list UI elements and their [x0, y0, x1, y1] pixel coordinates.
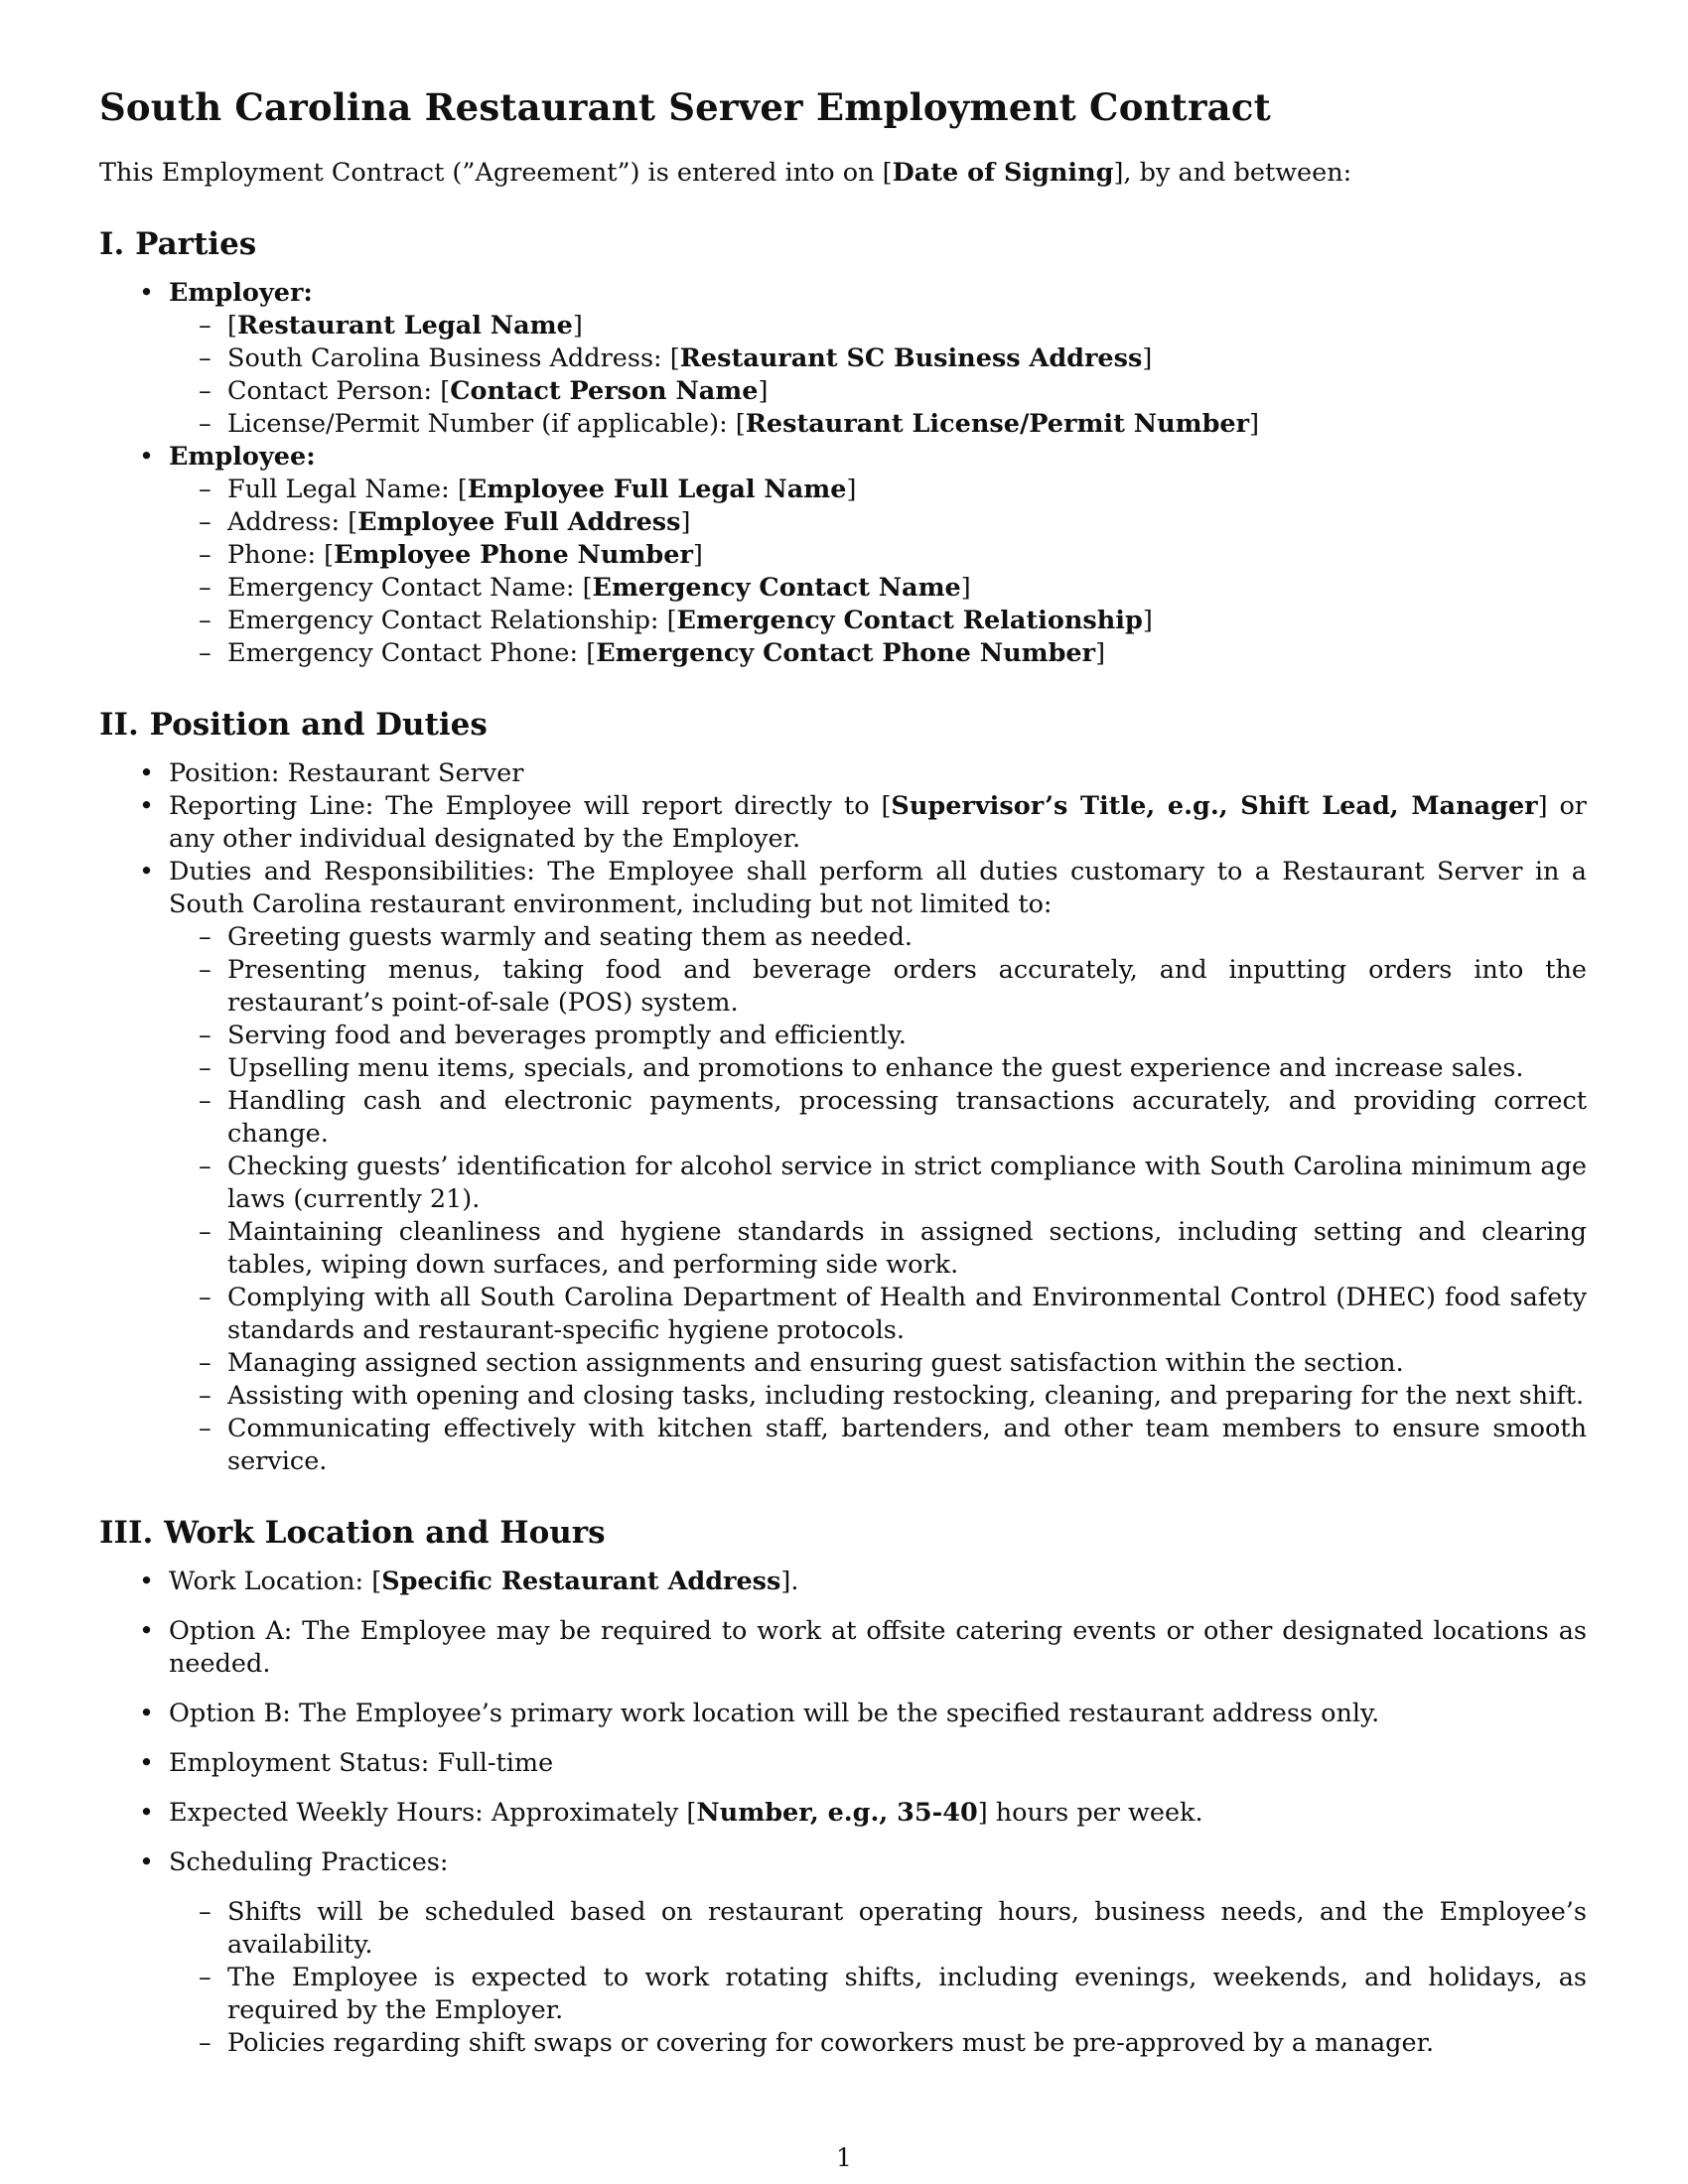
restaurant-legal-name-placeholder: Restaurant Legal Name [236, 311, 573, 341]
employee-phone-placeholder: Employee Phone Number [334, 540, 693, 570]
field-label: Contact Person: [227, 376, 441, 406]
employer-item [99, 277, 1587, 441]
position-section [99, 706, 1587, 1478]
weekly-hours-item [99, 1797, 1587, 1830]
duties-list [169, 921, 1587, 1478]
list-item: – Greeting guests warmly and seating them as needed. [99, 921, 1587, 954]
list-item: – Maintaining cleanliness and hygiene standards in assigned sections, including setting and clearing tables, wiping down surfaces, and performing side work. [99, 1216, 1587, 1282]
field-label: Emergency Contact Name: [227, 573, 583, 603]
list-item: – Emergency Contact Phone: [Emergency Contact Phone Number] [99, 637, 1587, 670]
position-item: • Position: Restaurant Server [99, 757, 1587, 790]
reporting-text-end: ] or any other individual designated by the Employer. [169, 791, 1588, 854]
list-item: – Address: [Employee Full Address] [99, 506, 1587, 539]
work-location-item [99, 1566, 1587, 1598]
contract-page [99, 85, 1587, 2096]
employer-label: Employer: [169, 278, 313, 308]
employee-address-placeholder: Employee Full Address [357, 507, 681, 537]
license-number-placeholder: Restaurant License/Permit Number [745, 409, 1250, 439]
parties-heading: I. Parties [99, 226, 257, 262]
page-number: 1 [836, 2143, 852, 2172]
hours-text-end: ] hours per week. [977, 1798, 1203, 1828]
position-list [99, 757, 1587, 1478]
date-of-signing-placeholder: Date of Signing [892, 158, 1114, 188]
list-item: – The Employee is expected to work rotating shifts, including evenings, weekends, and holidays, as required by the Employer. [99, 1962, 1587, 2027]
parties-section [99, 225, 1587, 670]
reporting-line-item [99, 790, 1587, 856]
scheduling-list [169, 1896, 1587, 2060]
parties-list [99, 277, 1587, 670]
employee-details [169, 474, 1587, 670]
option-a-item: • Option A: The Employee may be required to work at offsite catering events or other designated locations as needed. [99, 1615, 1587, 1681]
emergency-contact-relationship-placeholder: Emergency Contact Relationship [676, 606, 1143, 635]
list-item: – Phone: [Employee Phone Number] [99, 539, 1587, 572]
field-label: Emergency Contact Phone: [227, 638, 587, 668]
field-label: Address: [227, 507, 349, 537]
employee-item [99, 441, 1587, 670]
hours-text-start: Expected Weekly Hours: Approximately [ [169, 1798, 697, 1828]
list-item: – Presenting menus, taking food and beverage orders accurately, and inputting orders into the restaurant’s point-of-sale (POS) system. [99, 954, 1587, 1020]
list-item: – Assisting with opening and closing tasks, including restocking, cleaning, and preparing for the next shift. [99, 1380, 1587, 1413]
list-item: – Emergency Contact Relationship: [Emergency Contact Relationship] [99, 605, 1587, 637]
emergency-contact-name-placeholder: Emergency Contact Name [592, 573, 961, 603]
list-item: – [Restaurant Legal Name] [99, 310, 1587, 342]
list-item: – Policies regarding shift swaps or covering for coworkers must be pre-approved by a manager. [99, 2027, 1587, 2060]
list-item: – Emergency Contact Name: [Emergency Contact Name] [99, 572, 1587, 605]
field-label: License/Permit Number (if applicable): [227, 409, 736, 439]
emergency-contact-phone-placeholder: Emergency Contact Phone Number [596, 638, 1096, 668]
supervisor-title-placeholder: Supervisor’s Title, e.g., Shift Lead, Manager [891, 791, 1538, 821]
list-item: – Checking guests’ identification for alcohol service in strict compliance with South Carolina minimum age laws (currently 21). [99, 1151, 1587, 1216]
field-label: Emergency Contact Relationship: [227, 606, 667, 635]
work-heading: III. Work Location and Hours [99, 1515, 606, 1551]
list-item: – Contact Person: [Contact Person Name] [99, 375, 1587, 408]
restaurant-address-placeholder: Specific Restaurant Address [381, 1567, 781, 1596]
work-list [99, 1566, 1587, 2060]
work-section [99, 1514, 1587, 2060]
weekly-hours-placeholder: Number, e.g., 35-40 [696, 1798, 978, 1828]
list-item: – Upselling menu items, specials, and promotions to enhance the guest experience and increase sales. [99, 1052, 1587, 1085]
list-item: – Full Legal Name: [Employee Full Legal Name] [99, 474, 1587, 506]
list-item: – South Carolina Business Address: [Restaurant SC Business Address] [99, 342, 1587, 375]
list-item: – Managing assigned section assignments and ensuring guest satisfaction within the section. [99, 1347, 1587, 1380]
list-item: – Complying with all South Carolina Department of Health and Environmental Control (DHEC) food safety standards and restaurant-specific hygiene protocols. [99, 1282, 1587, 1347]
intro-text-end: ], by and between: [1113, 158, 1352, 188]
list-item: – Shifts will be scheduled based on restaurant operating hours, business needs, and the Employee’s availability. [99, 1896, 1587, 1962]
option-b-item: • Option B: The Employee’s primary work location will be the specified restaurant address only. [99, 1698, 1587, 1730]
reporting-text-start: Reporting Line: The Employee will report directly to [ [169, 791, 892, 821]
employee-name-placeholder: Employee Full Legal Name [467, 475, 847, 504]
employee-label: Employee: [169, 442, 316, 472]
intro-paragraph [99, 157, 1587, 190]
duties-item [99, 856, 1587, 1478]
list-item: – Communicating effectively with kitchen staff, bartenders, and other team members to ensure smooth service. [99, 1413, 1587, 1478]
field-label: South Carolina Business Address: [227, 343, 670, 373]
document-title: South Carolina Restaurant Server Employment Contract [99, 85, 1271, 129]
scheduling-item [99, 1846, 1587, 2060]
position-heading: II. Position and Duties [99, 707, 488, 743]
field-label: Phone: [227, 540, 325, 570]
intro-text-start: This Employment Contract (”Agreement”) is entered into on [ [99, 158, 893, 188]
employment-status-item: • Employment Status: Full-time [99, 1747, 1587, 1780]
location-text-start: Work Location: [ [169, 1567, 382, 1596]
list-item: – Handling cash and electronic payments, processing transactions accurately, and providing correct change. [99, 1085, 1587, 1151]
duties-intro: Duties and Responsibilities: The Employee shall perform all duties customary to a Restaurant Server in a South Carolina restaurant environment, including but not limited to: [169, 857, 1587, 919]
employer-details [169, 310, 1587, 441]
contact-person-placeholder: Contact Person Name [450, 376, 759, 406]
location-text-end: ]. [780, 1567, 799, 1596]
scheduling-label: Scheduling Practices: [169, 1847, 449, 1877]
restaurant-address-placeholder: Restaurant SC Business Address [679, 343, 1143, 373]
field-label: Full Legal Name: [227, 475, 458, 504]
list-item: – License/Permit Number (if applicable): [Restaurant License/Permit Number] [99, 408, 1587, 441]
list-item: – Serving food and beverages promptly and efficiently. [99, 1020, 1587, 1052]
